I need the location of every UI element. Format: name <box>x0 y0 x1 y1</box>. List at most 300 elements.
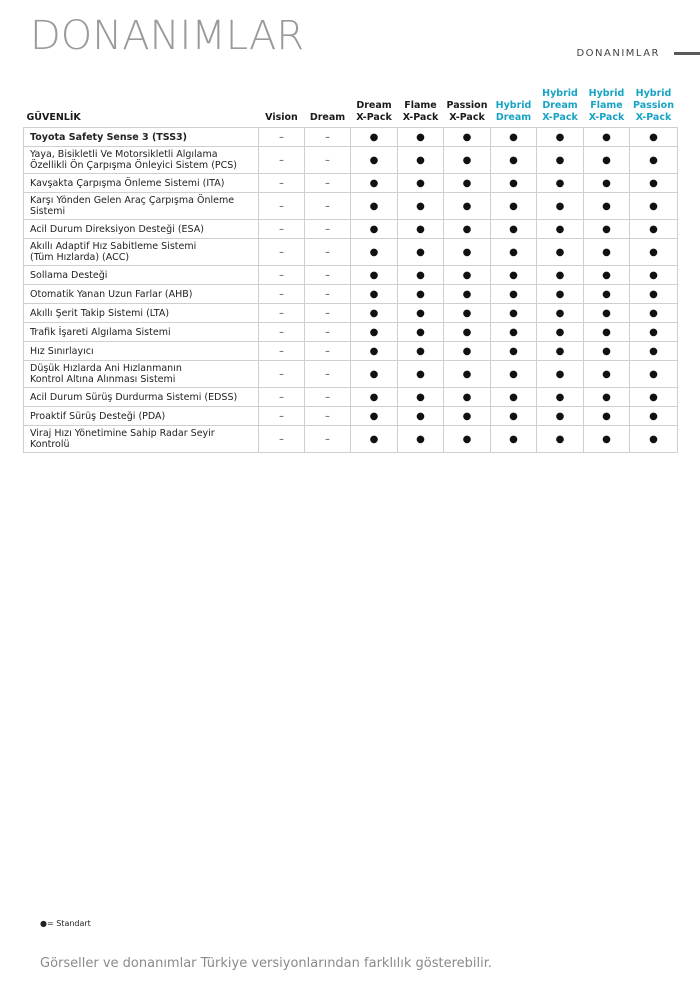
feature-value-cell <box>630 239 678 266</box>
column-header-line: X-Pack <box>542 112 578 123</box>
standard-dot: ● <box>369 368 379 380</box>
column-header-line: X-Pack <box>635 112 672 123</box>
feature-value-cell <box>584 342 630 361</box>
standard-dot: ● <box>555 154 565 166</box>
feature-name <box>24 285 259 304</box>
feature-value-cell <box>491 239 537 266</box>
feature-value-cell <box>351 193 398 220</box>
feature-value-cell <box>584 193 630 220</box>
standard-dot: ● <box>555 200 565 212</box>
feature-value-cell <box>537 193 584 220</box>
feature-value-cell <box>444 147 491 174</box>
feature-value-cell <box>351 266 398 285</box>
feature-value-cell <box>259 220 305 239</box>
not-available-dash: – <box>325 326 330 338</box>
standard-dot: ● <box>509 131 518 143</box>
feature-value-cell <box>305 147 351 174</box>
feature-value-cell <box>259 174 305 193</box>
not-available-dash: – <box>325 246 330 258</box>
feature-value-cell <box>398 426 444 453</box>
feature-name-line: Viraj Hızı Yönetimine Sahip Radar Seyir Kontrolü <box>30 428 215 450</box>
feature-value-cell <box>537 266 584 285</box>
standard-dot: ● <box>555 368 565 380</box>
column-header <box>398 88 444 128</box>
feature-value-cell <box>491 285 537 304</box>
feature-value-cell <box>398 220 444 239</box>
standard-dot: ● <box>509 345 518 357</box>
standard-dot: ● <box>649 368 658 380</box>
feature-value-cell <box>537 304 584 323</box>
standard-dot: ● <box>369 246 379 258</box>
feature-value-cell <box>305 323 351 342</box>
standard-dot: ● <box>416 177 425 189</box>
standard-dot: ● <box>509 326 518 338</box>
feature-name-line: Trafik İşareti Algılama Sistemi <box>30 326 171 338</box>
standard-dot: ● <box>462 410 472 422</box>
feature-value-cell <box>444 388 491 407</box>
standard-dot: ● <box>649 433 658 445</box>
standard-dot: ● <box>649 154 658 166</box>
standard-dot: ● <box>369 177 379 189</box>
feature-value-cell <box>259 285 305 304</box>
feature-name-line: Hız Sınırlayıcı <box>30 345 94 357</box>
feature-value-cell <box>444 342 491 361</box>
feature-name <box>24 426 259 453</box>
standard-dot: ● <box>416 269 425 281</box>
standard-dot: ● <box>649 410 658 422</box>
standard-dot: ● <box>509 223 518 235</box>
column-header <box>305 88 351 128</box>
standard-dot: ● <box>649 200 658 212</box>
standard-dot: ● <box>602 200 611 212</box>
column-header-line: Hybrid <box>495 100 532 111</box>
feature-name-line: Proaktif Sürüş Desteği (PDA) <box>30 410 166 422</box>
standard-dot: ● <box>509 391 518 403</box>
table-row <box>24 304 678 323</box>
not-available-dash: – <box>279 326 284 338</box>
standard-dot: ● <box>602 177 611 189</box>
table-row <box>24 239 678 266</box>
standard-dot: ● <box>649 391 658 403</box>
standard-dot: ● <box>462 288 472 300</box>
feature-name-line: (Tüm Hızlarda) (ACC) <box>30 252 130 263</box>
feature-value-cell <box>444 266 491 285</box>
standard-dot: ● <box>602 391 611 403</box>
column-header-line: X-Pack <box>588 112 625 123</box>
standard-dot: ● <box>509 307 518 319</box>
feature-value-cell <box>351 239 398 266</box>
standard-dot: ● <box>602 131 611 143</box>
feature-name-line: Kontrol Altına Alınması Sistemi <box>30 374 176 385</box>
not-available-dash: – <box>325 433 330 445</box>
standard-dot: ● <box>369 269 379 281</box>
standard-dot: ● <box>602 326 611 338</box>
standard-dot: ● <box>369 288 379 300</box>
column-header <box>491 88 537 128</box>
standard-dot: ● <box>555 223 565 235</box>
feature-value-cell <box>584 220 630 239</box>
feature-value-cell <box>259 388 305 407</box>
not-available-dash: – <box>325 410 330 422</box>
feature-name-line: Sistemi <box>30 206 66 217</box>
standard-dot: ● <box>555 288 565 300</box>
not-available-dash: – <box>279 368 284 380</box>
feature-value-cell <box>444 407 491 426</box>
feature-value-cell <box>305 193 351 220</box>
feature-value-cell <box>584 285 630 304</box>
standard-dot: ● <box>369 326 379 338</box>
standard-dot: ● <box>602 433 611 445</box>
standard-dot: ● <box>555 246 565 258</box>
section-bar <box>674 52 700 55</box>
feature-value-cell <box>491 304 537 323</box>
feature-value-cell <box>398 239 444 266</box>
feature-value-cell <box>537 388 584 407</box>
feature-value-cell <box>351 407 398 426</box>
feature-value-cell <box>630 285 678 304</box>
feature-value-cell <box>537 128 584 147</box>
feature-value-cell <box>491 147 537 174</box>
section-heading: GÜVENLİK <box>26 112 81 123</box>
page-title: DONANIMLAR <box>30 13 305 59</box>
standard-dot: ● <box>649 307 658 319</box>
not-available-dash: – <box>279 410 284 422</box>
column-header-line: Dream <box>309 112 346 123</box>
not-available-dash: – <box>279 288 284 300</box>
feature-value-cell <box>398 285 444 304</box>
feature-name-line: Toyota Safety Sense 3 (TSS3) <box>30 131 187 143</box>
standard-dot: ● <box>416 154 425 166</box>
feature-value-cell <box>630 147 678 174</box>
standard-dot: ● <box>649 326 658 338</box>
feature-value-cell <box>444 220 491 239</box>
standard-dot: ● <box>555 433 565 445</box>
feature-name-line: Acil Durum Direksiyon Desteği (ESA) <box>30 223 204 235</box>
feature-name <box>24 193 259 220</box>
feature-value-cell <box>537 407 584 426</box>
standard-dot: ● <box>416 391 425 403</box>
standard-dot: ● <box>369 410 379 422</box>
feature-value-cell <box>444 323 491 342</box>
not-available-dash: – <box>325 368 330 380</box>
standard-dot: ● <box>416 410 425 422</box>
standard-dot: ● <box>555 131 565 143</box>
standard-dot: ● <box>602 246 611 258</box>
feature-value-cell <box>630 426 678 453</box>
feature-value-cell <box>305 426 351 453</box>
feature-value-cell <box>444 285 491 304</box>
feature-value-cell <box>259 239 305 266</box>
feature-name <box>24 266 259 285</box>
feature-value-cell <box>305 388 351 407</box>
standard-dot: ● <box>509 177 518 189</box>
not-available-dash: – <box>325 307 330 319</box>
feature-value-cell <box>259 407 305 426</box>
not-available-dash: – <box>325 269 330 281</box>
feature-value-cell <box>584 128 630 147</box>
not-available-dash: – <box>279 307 284 319</box>
feature-name-line: Akıllı Adaptif Hız Sabitleme Sistemi <box>30 241 197 252</box>
column-header <box>630 88 678 128</box>
feature-value-cell <box>491 388 537 407</box>
standard-dot: ● <box>369 131 379 143</box>
feature-value-cell <box>584 266 630 285</box>
column-header <box>537 88 584 128</box>
feature-value-cell <box>584 304 630 323</box>
table-row <box>24 220 678 239</box>
not-available-dash: – <box>325 223 330 235</box>
feature-value-cell <box>491 342 537 361</box>
standard-dot: ● <box>649 246 658 258</box>
standard-dot: ● <box>509 200 518 212</box>
feature-value-cell <box>630 323 678 342</box>
feature-value-cell <box>305 285 351 304</box>
feature-name-line: Akıllı Şerit Takip Sistemi (LTA) <box>30 307 170 319</box>
feature-value-cell <box>259 128 305 147</box>
feature-value-cell <box>444 174 491 193</box>
feature-value-cell <box>630 388 678 407</box>
feature-value-cell <box>444 128 491 147</box>
table-row <box>24 323 678 342</box>
table-row <box>24 266 678 285</box>
feature-value-cell <box>305 220 351 239</box>
standard-dot: ● <box>462 326 472 338</box>
standard-dot: ● <box>369 154 379 166</box>
standard-dot: ● <box>416 131 425 143</box>
column-header-line: X-Pack <box>356 112 392 123</box>
feature-value-cell <box>584 323 630 342</box>
table-row <box>24 128 678 147</box>
feature-value-cell <box>537 361 584 388</box>
feature-value-cell <box>444 426 491 453</box>
standard-dot: ● <box>649 177 658 189</box>
feature-value-cell <box>398 128 444 147</box>
feature-name <box>24 128 259 147</box>
feature-value-cell <box>537 147 584 174</box>
not-available-dash: – <box>279 200 284 212</box>
feature-value-cell <box>491 266 537 285</box>
feature-value-cell <box>630 174 678 193</box>
column-header-line: Dream <box>542 100 578 111</box>
feature-name-line: Karşı Yönden Gelen Araç Çarpışma Önleme <box>30 195 235 206</box>
feature-value-cell <box>305 128 351 147</box>
standard-dot: ● <box>369 391 379 403</box>
column-header-line: Hybrid <box>635 88 672 99</box>
feature-name <box>24 407 259 426</box>
standard-dot: ● <box>416 307 425 319</box>
feature-value-cell <box>259 266 305 285</box>
not-available-dash: – <box>325 345 330 357</box>
feature-value-cell <box>630 304 678 323</box>
feature-value-cell <box>351 128 398 147</box>
table-row <box>24 426 678 453</box>
footnote: Görseller ve donanımlar Türkiye versiyonlarından farklılık gösterebilir. <box>40 956 493 971</box>
feature-name-line: Düşük Hızlarda Ani Hızlanmanın <box>30 363 182 374</box>
feature-value-cell <box>259 193 305 220</box>
table-row <box>24 361 678 388</box>
feature-value-cell <box>351 426 398 453</box>
standard-dot: ● <box>462 177 472 189</box>
standard-dot: ● <box>555 326 565 338</box>
standard-dot: ● <box>369 433 379 445</box>
standard-dot: ● <box>369 223 379 235</box>
standard-dot: ● <box>649 345 658 357</box>
column-header-line: Vision <box>265 112 298 123</box>
standard-dot: ● <box>509 154 518 166</box>
standard-dot: ● <box>602 154 611 166</box>
feature-value-cell <box>537 323 584 342</box>
column-header-line: Hybrid <box>542 88 578 99</box>
table-body <box>24 128 678 453</box>
feature-value-cell <box>398 147 444 174</box>
feature-value-cell <box>305 361 351 388</box>
feature-value-cell <box>630 342 678 361</box>
feature-value-cell <box>491 323 537 342</box>
standard-dot: ● <box>509 433 518 445</box>
feature-value-cell <box>584 239 630 266</box>
column-header <box>351 88 398 128</box>
feature-value-cell <box>259 147 305 174</box>
section-label: DONANIMLAR <box>576 48 660 59</box>
standard-dot: ● <box>416 288 425 300</box>
feature-value-cell <box>537 426 584 453</box>
standard-dot: ● <box>509 246 518 258</box>
feature-value-cell <box>630 407 678 426</box>
standard-dot: ● <box>509 368 518 380</box>
feature-value-cell <box>444 193 491 220</box>
table-header-row <box>24 88 678 128</box>
column-header-line: Flame <box>590 100 623 111</box>
feature-value-cell <box>351 342 398 361</box>
not-available-dash: – <box>279 223 284 235</box>
feature-value-cell <box>491 193 537 220</box>
standard-dot: ● <box>602 307 611 319</box>
feature-value-cell <box>444 361 491 388</box>
feature-value-cell <box>537 342 584 361</box>
feature-value-cell <box>584 174 630 193</box>
standard-dot: ● <box>602 410 611 422</box>
equipment-table <box>23 88 678 453</box>
standard-dot: ● <box>509 410 518 422</box>
standard-dot: ● <box>462 345 472 357</box>
feature-value-cell <box>537 220 584 239</box>
standard-dot: ● <box>369 307 379 319</box>
column-header <box>444 88 491 128</box>
feature-name-line: Sollama Desteği <box>30 269 108 281</box>
standard-dot: ● <box>462 433 472 445</box>
column-header-line: Flame <box>404 100 437 111</box>
legend: ●= Standart <box>40 919 91 928</box>
column-header <box>259 88 305 128</box>
feature-value-cell <box>351 323 398 342</box>
standard-dot: ● <box>649 269 658 281</box>
not-available-dash: – <box>325 288 330 300</box>
standard-dot: ● <box>555 307 565 319</box>
standard-dot: ● <box>416 345 425 357</box>
standard-dot: ● <box>462 368 472 380</box>
feature-value-cell <box>491 174 537 193</box>
standard-dot: ● <box>602 345 611 357</box>
feature-value-cell <box>444 304 491 323</box>
not-available-dash: – <box>325 391 330 403</box>
feature-name-line: Acil Durum Sürüş Durdurma Sistemi (EDSS) <box>30 391 238 403</box>
standard-dot: ● <box>602 288 611 300</box>
standard-dot: ● <box>369 345 379 357</box>
standard-dot: ● <box>602 223 611 235</box>
column-header-line: Passion <box>633 100 674 111</box>
feature-value-cell <box>305 266 351 285</box>
standard-dot: ● <box>416 326 425 338</box>
standard-dot: ● <box>649 288 658 300</box>
standard-dot: ● <box>555 177 565 189</box>
feature-value-cell <box>630 266 678 285</box>
feature-value-cell <box>351 174 398 193</box>
feature-value-cell <box>398 304 444 323</box>
feature-name <box>24 342 259 361</box>
feature-value-cell <box>630 128 678 147</box>
feature-value-cell <box>491 426 537 453</box>
feature-value-cell <box>351 220 398 239</box>
feature-value-cell <box>398 193 444 220</box>
not-available-dash: – <box>279 246 284 258</box>
feature-value-cell <box>305 342 351 361</box>
not-available-dash: – <box>325 154 330 166</box>
feature-value-cell <box>584 147 630 174</box>
not-available-dash: – <box>279 154 284 166</box>
standard-dot: ● <box>416 433 425 445</box>
feature-name <box>24 361 259 388</box>
feature-value-cell <box>351 147 398 174</box>
feature-value-cell <box>398 323 444 342</box>
standard-dot: ● <box>462 246 472 258</box>
standard-dot: ● <box>462 200 472 212</box>
not-available-dash: – <box>279 433 284 445</box>
standard-dot: ● <box>602 269 611 281</box>
standard-dot: ● <box>555 345 565 357</box>
feature-value-cell <box>259 323 305 342</box>
feature-value-cell <box>444 239 491 266</box>
table-row <box>24 193 678 220</box>
table-row <box>24 147 678 174</box>
not-available-dash: – <box>279 345 284 357</box>
column-header-line: Hybrid <box>588 88 625 99</box>
feature-name-line: Özellikli Ön Çarpışma Önleyici Sistem (PCS) <box>30 160 238 171</box>
standard-dot: ● <box>462 131 472 143</box>
not-available-dash: – <box>325 177 330 189</box>
feature-value-cell <box>584 426 630 453</box>
feature-value-cell <box>305 407 351 426</box>
feature-value-cell <box>398 342 444 361</box>
table-row <box>24 285 678 304</box>
feature-name-line: Otomatik Yanan Uzun Farlar (AHB) <box>30 288 193 300</box>
column-header-line: Dream <box>356 100 392 111</box>
feature-value-cell <box>305 239 351 266</box>
feature-value-cell <box>398 388 444 407</box>
not-available-dash: – <box>279 131 284 143</box>
feature-value-cell <box>537 239 584 266</box>
column-header <box>584 88 630 128</box>
not-available-dash: – <box>279 177 284 189</box>
not-available-dash: – <box>279 269 284 281</box>
standard-dot: ● <box>555 410 565 422</box>
standard-dot: ● <box>369 200 379 212</box>
feature-name <box>24 220 259 239</box>
not-available-dash: – <box>279 391 284 403</box>
feature-value-cell <box>537 285 584 304</box>
feature-value-cell <box>351 304 398 323</box>
feature-value-cell <box>259 304 305 323</box>
standard-dot: ● <box>509 269 518 281</box>
